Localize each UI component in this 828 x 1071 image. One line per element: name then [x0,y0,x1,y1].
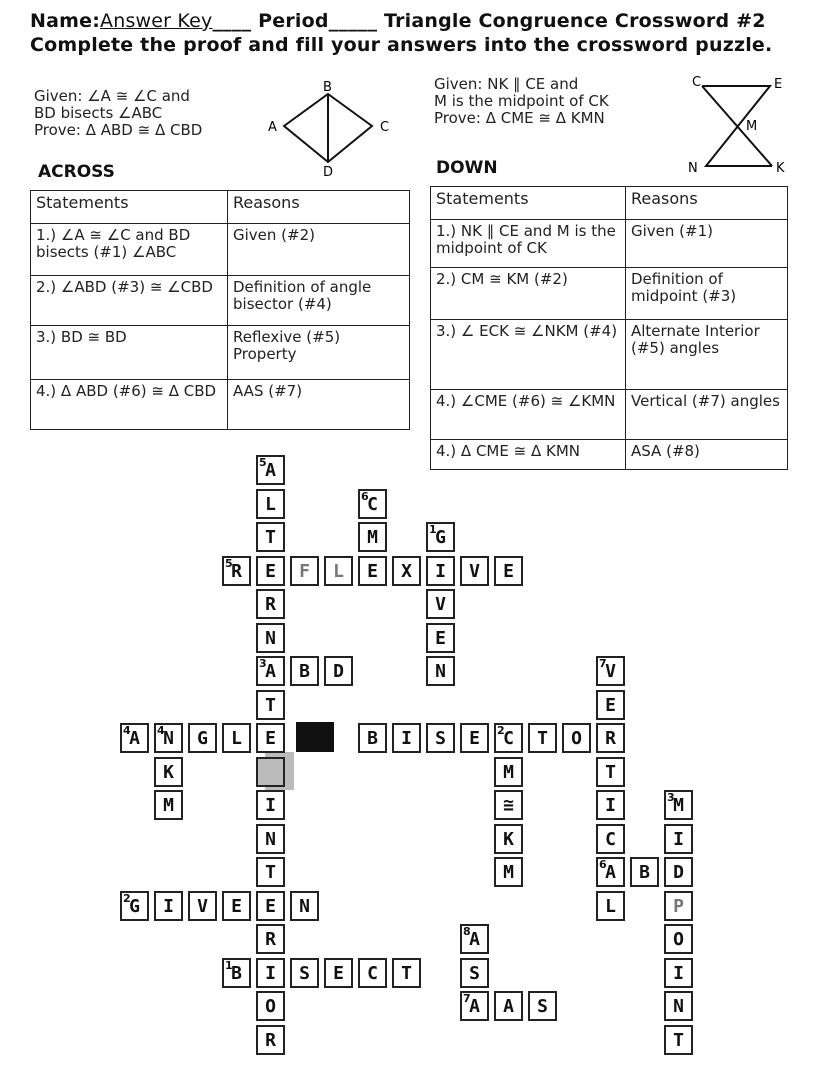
cell-letter: R [265,928,276,950]
crossword-cell [426,656,455,686]
cell-letter: B [367,727,378,749]
statement-cell: 2.) CM ≅ KM (#2) [431,268,626,320]
cell-letter: L [231,727,242,749]
cell-letter: I [435,560,446,582]
crossword-cell [426,723,455,753]
table-header-row [31,191,410,224]
cell-letter: A [265,459,276,481]
cell-letter: N [265,627,276,649]
cell-letter: M [367,526,378,548]
cell-letter: M [503,861,514,883]
cell-letter: T [401,962,412,984]
down-given-line2: M is the midpoint of CK [434,92,609,110]
clue-number: 8 [463,925,471,938]
cell-letter: O [265,995,276,1017]
kite-label-c: C [380,120,390,135]
crossword-cell [358,489,387,519]
cell-letter: F [299,560,310,582]
table-row [431,440,788,470]
crossword-cell [222,958,251,988]
cell-letter: B [639,861,650,883]
clue-number: 3 [667,791,675,804]
cell-letter: L [605,895,616,917]
cell-letter: O [571,727,582,749]
cell-letter: K [163,761,174,783]
crossword-cell [256,623,285,653]
statement-cell: 3.) BD ≅ BD [31,326,228,380]
crossword-cell [222,556,251,586]
crossword-cell [154,891,183,921]
cell-letter: G [435,526,446,548]
across-given [34,88,202,139]
cell-letter: I [265,962,276,984]
crossword-cell [596,723,625,753]
across-label: ACROSS [38,162,115,182]
crossword-cell [154,723,183,753]
cell-letter: E [469,727,480,749]
cell-letter: L [333,560,344,582]
crossword-cell [188,891,217,921]
cell-letter: E [333,962,344,984]
crossword-cell [630,857,659,887]
down-given [434,76,609,127]
crossword-cell [562,723,591,753]
reason-cell: AAS (#7) [228,380,410,430]
clue-number: 7 [599,657,607,670]
crossword-cell [494,857,523,887]
cell-letter: R [265,593,276,615]
cell-letter: I [673,962,684,984]
statement-cell: 1.) NK ∥ CE and M is the midpoint of CK [431,220,626,268]
crossword-cell [426,623,455,653]
cell-letter: N [673,995,684,1017]
crossword-cell [426,589,455,619]
reason-cell: Given (#2) [228,224,410,276]
bowtie-label-e: E [774,77,783,92]
cell-letter: N [163,727,174,749]
reason-cell: Given (#1) [626,220,788,268]
clue-number: 2 [497,724,505,737]
cell-letter: E [435,627,446,649]
cell-letter: N [265,828,276,850]
cell-letter: E [503,560,514,582]
cell-letter: N [435,660,446,682]
header-statements: Statements [431,187,626,220]
crossword-cell [664,958,693,988]
kite-label-a: A [268,120,277,135]
clue-number: 2 [123,892,131,905]
crossword-cell [460,991,489,1021]
crossword-cell [120,723,149,753]
crossword-cell [596,891,625,921]
name-label: Name: [30,10,101,32]
crossword-cell [392,958,421,988]
down-given-line1: Given: NK ∥ CE and [434,75,579,93]
crossword-cell [596,824,625,854]
shaded-square [265,752,294,790]
clue-number: 1 [225,959,233,972]
table-row [431,320,788,390]
bowtie-label-m: M [746,119,758,134]
table-row [431,268,788,320]
cell-letter: S [435,727,446,749]
cell-letter: G [129,895,140,917]
cell-letter: T [265,694,276,716]
cell-letter: A [503,995,514,1017]
cell-letter: A [265,660,276,682]
cell-letter: E [231,895,242,917]
crossword-cell [494,723,523,753]
crossword-cell [494,991,523,1021]
table-header-row [431,187,788,220]
cell-letter: V [197,895,208,917]
table-row [431,220,788,268]
cell-letter: R [265,1029,276,1051]
crossword-cell [596,790,625,820]
statement-cell: 2.) ∠ABD (#3) ≅ ∠CBD [31,276,228,326]
crossword-cell [120,891,149,921]
bowtie-label-n: N [688,161,698,176]
cell-letter: T [537,727,548,749]
bowtie-label-k: K [776,161,785,176]
cell-letter: K [503,828,514,850]
cell-letter: E [265,895,276,917]
cell-letter: N [299,895,310,917]
crossword-cell [392,723,421,753]
crossword-cell [358,723,387,753]
crossword-cell [188,723,217,753]
crossword-cell [358,522,387,552]
clue-number: 5 [225,557,233,570]
cell-letter: S [537,995,548,1017]
crossword-cell [256,723,285,753]
reason-cell: Alternate Interior (#5) angles [626,320,788,390]
name-blank: ____ [212,10,252,32]
cell-letter: C [605,828,616,850]
cell-letter: O [673,928,684,950]
cell-letter: ≅ [503,794,514,816]
crossword-cell [494,824,523,854]
reason-cell: Vertical (#7) angles [626,390,788,440]
cell-letter: C [367,962,378,984]
cell-letter: R [605,727,616,749]
cell-letter: A [469,995,480,1017]
cell-letter: A [469,928,480,950]
down-proof-table [430,186,788,470]
down-prove: Prove: Δ CME ≅ Δ KMN [434,109,605,127]
crossword-cell [256,589,285,619]
crossword-cell [664,891,693,921]
crossword-cell [256,824,285,854]
crossword-cell [596,690,625,720]
cell-letter: E [265,727,276,749]
period-label: Period_____ [258,10,378,32]
cell-letter: T [605,761,616,783]
cell-letter: M [503,761,514,783]
kite-label-b: B [323,80,332,95]
crossword-cell [256,1025,285,1055]
crossword-cell [290,656,319,686]
crossword-cell [256,924,285,954]
crossword-cell [460,924,489,954]
crossword-cell [256,522,285,552]
across-given-line1: Given: ∠A ≅ ∠C and [34,87,190,105]
cell-letter: T [673,1029,684,1051]
bowtie-diagram [680,72,800,182]
statement-cell: 4.) Δ CME ≅ Δ KMN [431,440,626,470]
statement-cell: 3.) ∠ ECK ≅ ∠NKM (#4) [431,320,626,390]
statement-cell: 4.) Δ ABD (#6) ≅ Δ CBD [31,380,228,430]
header-reasons: Reasons [626,187,788,220]
crossword-cell [256,757,285,787]
kite-label-d: D [323,165,334,178]
cell-letter: S [299,962,310,984]
cell-letter: I [673,828,684,850]
crossword-cell [664,991,693,1021]
crossword-cell [290,891,319,921]
cell-letter: C [503,727,514,749]
cell-letter: T [265,526,276,548]
crossword-cell [460,556,489,586]
crossword-cell [358,958,387,988]
crossword-cell [426,556,455,586]
crossword-cell [596,757,625,787]
cell-letter: S [469,962,480,984]
cell-letter: V [435,593,446,615]
cell-letter: B [299,660,310,682]
clue-number: 1 [429,523,437,536]
crossword-cell [596,656,625,686]
crossword-cell [494,757,523,787]
clue-number: 4 [123,724,131,737]
crossword-cell [528,723,557,753]
blackout-square [296,722,334,752]
cell-letter: R [231,560,242,582]
cell-letter: V [605,660,616,682]
statement-cell: 4.) ∠CME (#6) ≅ ∠KMN [431,390,626,440]
crossword-cell [256,958,285,988]
clue-number: 5 [259,456,267,469]
clue-number: 3 [259,657,267,670]
clue-number: 6 [599,858,607,871]
header-reasons: Reasons [228,191,410,224]
cell-letter: B [231,962,242,984]
crossword-cell [426,522,455,552]
bowtie-label-c: C [692,75,702,90]
crossword-cell [256,656,285,686]
crossword-cell [324,556,353,586]
cell-letter: M [673,794,684,816]
crossword-cell [358,556,387,586]
cell-letter: I [265,794,276,816]
table-row [31,276,410,326]
crossword-cell [494,556,523,586]
cell-letter: L [265,493,276,515]
clue-number: 4 [157,724,165,737]
crossword-cell [460,723,489,753]
crossword-cell [664,790,693,820]
cell-letter: E [265,560,276,582]
clue-number: 6 [361,490,369,503]
crossword-cell [256,991,285,1021]
worksheet-title: Triangle Congruence Crossword #2 [384,10,766,32]
crossword-cell [664,1025,693,1055]
cell-letter: I [605,794,616,816]
cell-letter: V [469,560,480,582]
table-row [31,380,410,430]
cell-letter: A [605,861,616,883]
reason-cell: Reflexive (#5) Property [228,326,410,380]
table-row [431,390,788,440]
cell-letter: D [333,660,344,682]
reason-cell: ASA (#8) [626,440,788,470]
crossword-cell [290,556,319,586]
kite-diagram [262,78,412,178]
cell-letter: X [401,560,412,582]
crossword-cell [256,455,285,485]
crossword-cell [460,958,489,988]
crossword-cell [222,723,251,753]
instructions: Complete the proof and fill your answers into the crossword puzzle. [30,34,773,56]
crossword-cell [664,824,693,854]
name-value: Answer Key [100,10,213,32]
crossword-cell [664,924,693,954]
crossword-cell [324,656,353,686]
cell-letter: G [197,727,208,749]
cell-letter: M [163,794,174,816]
cell-letter: A [129,727,140,749]
cell-letter: P [673,895,684,917]
across-prove: Prove: Δ ABD ≅ Δ CBD [34,121,203,139]
cell-letter: T [265,861,276,883]
header-line [30,10,766,32]
crossword-cell [596,857,625,887]
crossword-cell [392,556,421,586]
reason-cell: Definition of angle bisector (#4) [228,276,410,326]
cell-letter: C [367,493,378,515]
crossword-cell [256,489,285,519]
cell-letter: D [673,861,684,883]
header-statements: Statements [31,191,228,224]
table-row [31,224,410,276]
cell-letter: E [605,694,616,716]
crossword-cell [528,991,557,1021]
cell-letter: E [367,560,378,582]
statement-cell: 1.) ∠A ≅ ∠C and BD bisects (#1) ∠ABC [31,224,228,276]
cell-letter: I [163,895,174,917]
crossword-cell [324,958,353,988]
crossword-cell [256,556,285,586]
cell-letter: I [401,727,412,749]
table-row [31,326,410,380]
crossword-cell [664,857,693,887]
crossword-cell [154,790,183,820]
crossword-cell [256,790,285,820]
reason-cell: Definition of midpoint (#3) [626,268,788,320]
clue-number: 7 [463,992,471,1005]
crossword-cell [494,790,523,820]
crossword-cell [290,958,319,988]
across-proof-table [30,190,410,430]
crossword-cell [256,891,285,921]
across-given-line2: BD bisects ∠ABC [34,104,163,122]
crossword-cell [154,757,183,787]
crossword-cell [256,690,285,720]
crossword-cell [256,857,285,887]
crossword-cell [222,891,251,921]
down-label: DOWN [436,158,498,178]
